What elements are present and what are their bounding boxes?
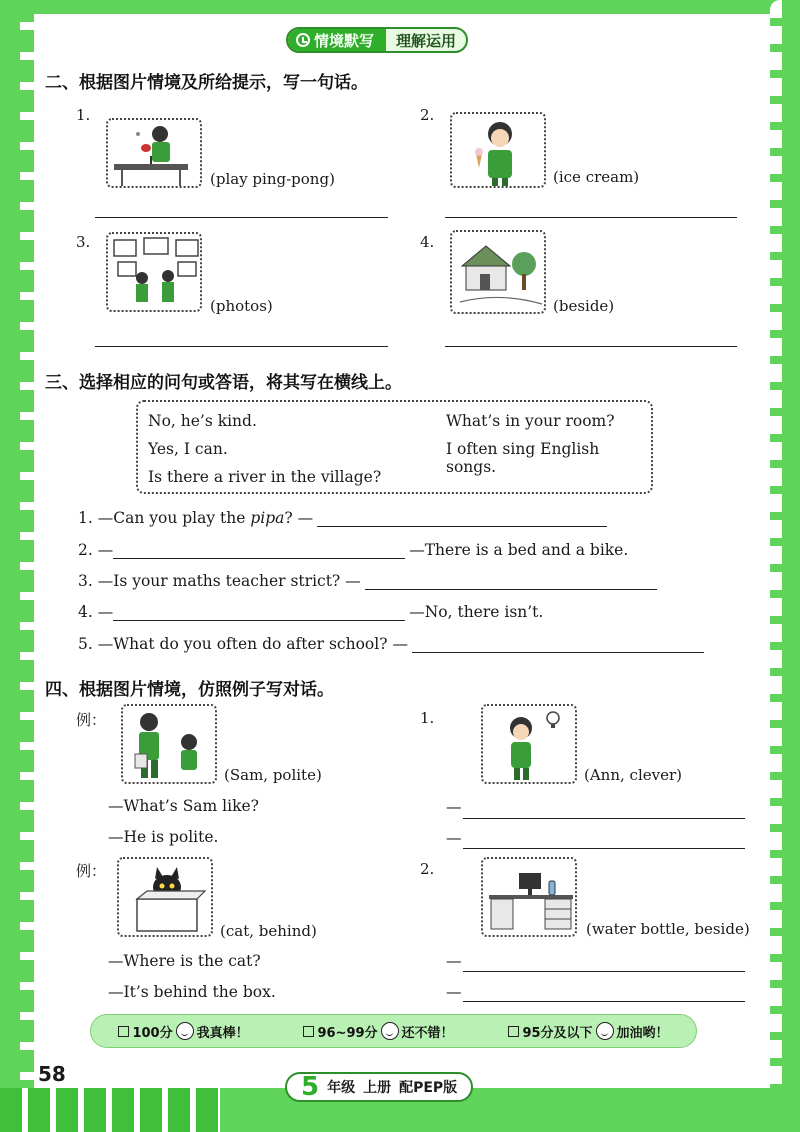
right-border xyxy=(770,0,800,1132)
grade-label: 年级 xyxy=(327,1080,356,1096)
s2-item1-answer-line[interactable] xyxy=(95,217,388,218)
smile-icon xyxy=(381,1022,399,1040)
ann-picture xyxy=(481,704,577,784)
q2-pre: 2. — xyxy=(78,541,114,559)
ex2-question: —Where is the cat? xyxy=(108,952,261,970)
option-3: Yes, I can. xyxy=(148,440,228,458)
ex1-hint: (Sam, polite) xyxy=(224,766,322,784)
s3-question-1 xyxy=(78,509,607,527)
score-checkbox-96[interactable] xyxy=(303,1026,314,1037)
section2-title: 二、根据图片情境及所给提示，写一句话。 xyxy=(45,73,368,93)
example-label-1: 例： xyxy=(76,711,107,729)
item1-dash-2: — xyxy=(446,829,462,847)
q1-italic: pipa xyxy=(250,509,285,527)
option-4: I often sing English songs. xyxy=(446,440,600,476)
photos-picture xyxy=(106,232,202,312)
q1-blank[interactable] xyxy=(317,509,607,527)
item1-answer-line-2[interactable] xyxy=(463,848,745,849)
term-label: 上册 xyxy=(363,1080,392,1096)
desk-picture xyxy=(481,857,577,937)
pingpong-illustration xyxy=(108,120,202,188)
section4-title: 四、根据图片情境，仿照例子写对话。 xyxy=(45,680,334,700)
score-checkbox-100[interactable] xyxy=(118,1026,129,1037)
item2-dash-2: — xyxy=(446,983,462,1001)
s2-item2-hint: (ice cream) xyxy=(553,168,640,186)
score-comment-100: 我真棒！ xyxy=(196,1025,249,1041)
score-bar xyxy=(90,1014,697,1048)
ann-clever-illustration xyxy=(483,706,577,784)
footer-tag xyxy=(285,1072,473,1102)
item2-hint: (water bottle, beside) xyxy=(586,920,750,938)
option-1: No, he’s kind. xyxy=(148,412,257,430)
edition-label: 配PEP版 xyxy=(399,1080,458,1096)
pingpong-picture xyxy=(106,118,202,188)
q4-blank[interactable] xyxy=(113,603,405,621)
desk-bottle-illustration xyxy=(483,859,577,937)
smiley-icon xyxy=(176,1022,194,1040)
s2-item1-hint: (play ping-pong) xyxy=(210,170,335,188)
example-label-2: 例： xyxy=(76,862,107,880)
ex2-hint: (cat, behind) xyxy=(220,922,317,940)
house-picture xyxy=(450,230,546,314)
header-left-text: 情境默写 xyxy=(314,31,375,50)
s2-item3-hint: (photos) xyxy=(210,297,273,315)
header-tag xyxy=(286,27,468,53)
score-item-95 xyxy=(508,1022,668,1041)
s2-item3-num: 3. xyxy=(76,233,91,251)
girl-icecream-illustration xyxy=(452,114,546,188)
s3-question-2 xyxy=(78,541,628,559)
score-label-95: 95分及以下 xyxy=(522,1025,593,1041)
s3-question-3 xyxy=(78,572,657,590)
sam-picture xyxy=(121,704,217,784)
q3-pre: 3. —Is your maths teacher strict? — xyxy=(78,572,361,590)
score-comment-96: 还不错！ xyxy=(401,1025,454,1041)
item2-answer-line-2[interactable] xyxy=(463,1001,745,1002)
ex2-answer: —It’s behind the box. xyxy=(108,983,276,1001)
q4-post: —No, there isn’t. xyxy=(409,603,544,621)
left-border xyxy=(0,0,34,1132)
s2-item2-answer-line[interactable] xyxy=(445,217,737,218)
s4-item1-num: 1. xyxy=(420,709,435,727)
ex1-answer: —He is polite. xyxy=(108,828,219,846)
item1-answer-line-1[interactable] xyxy=(463,818,745,819)
q2-blank[interactable] xyxy=(113,541,405,559)
page-number: 58 xyxy=(38,1062,66,1086)
sam-polite-illustration xyxy=(123,706,217,784)
item1-hint: (Ann, clever) xyxy=(584,766,682,784)
s3-question-5 xyxy=(78,635,704,653)
house-tree-illustration xyxy=(452,232,546,314)
score-label-96: 96~99分 xyxy=(317,1025,378,1041)
q1-pre: 1. —Can you play the xyxy=(78,509,251,527)
section3-title: 三、选择相应的问句或答语，将其写在横线上。 xyxy=(45,373,402,393)
s3-question-4 xyxy=(78,603,543,621)
s2-item4-num: 4. xyxy=(420,233,435,251)
s2-item4-answer-line[interactable] xyxy=(445,346,737,347)
score-item-100 xyxy=(118,1022,248,1041)
ex1-question: —What’s Sam like? xyxy=(108,797,259,815)
s2-item3-answer-line[interactable] xyxy=(95,346,388,347)
cat-picture xyxy=(117,857,213,937)
bottom-stripes xyxy=(0,1088,220,1132)
option-5: Is there a river in the village? xyxy=(148,468,382,486)
q5-pre: 5. —What do you often do after school? — xyxy=(78,635,408,653)
cheer-icon xyxy=(596,1022,614,1040)
top-border xyxy=(0,0,800,14)
option-2: What’s in your room? xyxy=(446,412,615,430)
score-checkbox-95[interactable] xyxy=(508,1026,519,1037)
s2-item2-num: 2. xyxy=(420,106,435,124)
clock-icon xyxy=(296,33,310,47)
header-right-text: 理解运用 xyxy=(396,31,457,50)
s2-item1-num: 1. xyxy=(76,106,91,124)
q5-blank[interactable] xyxy=(412,635,704,653)
cat-box-illustration xyxy=(119,859,213,937)
grade-number: 5 xyxy=(301,1072,320,1102)
q1-post: ? — xyxy=(284,509,314,527)
s4-item2-num: 2. xyxy=(420,860,435,878)
item2-answer-line-1[interactable] xyxy=(463,971,745,972)
options-box xyxy=(136,400,653,494)
score-item-96 xyxy=(303,1022,453,1041)
q3-blank[interactable] xyxy=(365,572,657,590)
q2-post: —There is a bed and a bike. xyxy=(409,541,629,559)
item2-dash-1: — xyxy=(446,952,462,970)
item1-dash-1: — xyxy=(446,798,462,816)
q4-pre: 4. — xyxy=(78,603,114,621)
photos-illustration xyxy=(108,234,202,312)
header-left xyxy=(288,29,386,51)
score-label-100: 100分 xyxy=(132,1025,173,1041)
score-comment-95: 加油哟！ xyxy=(616,1025,669,1041)
s2-item4-hint: (beside) xyxy=(553,297,615,315)
icecream-picture xyxy=(450,112,546,188)
